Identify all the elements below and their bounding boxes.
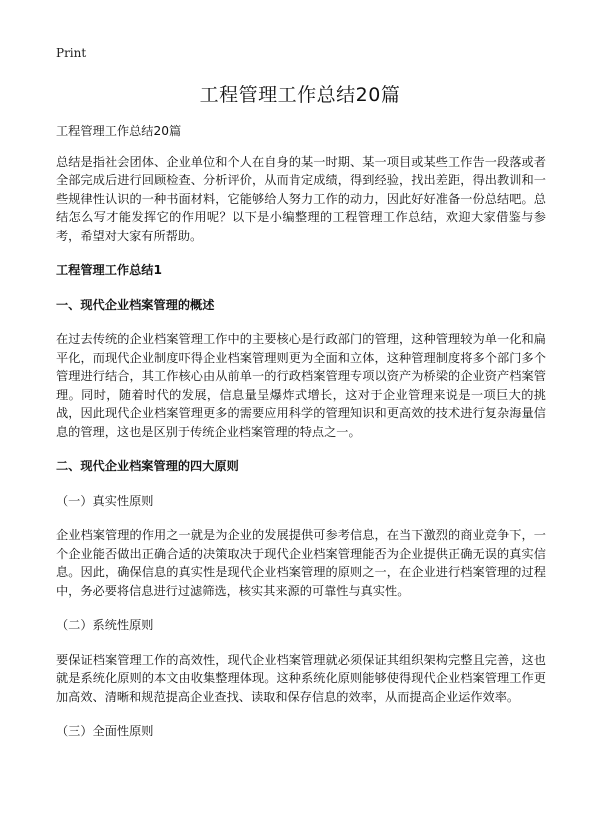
- intro-paragraph: 总结是指社会团体、企业单位和个人在自身的某一时期、某一项目或某些工作告一段落或者全部完成后进行回顾检查、分析评价，从而肯定成绩，得到经验，找出差距，得出教训和一些规律性认识的一种书面材料，它能够给人努力工作的动力，因此好好准备一份总结吧。总结怎么写才能发挥它的作用呢？以下是小编整理的工程管理工作总结，欢迎大家借鉴与参考，希望对大家有所帮助。: [56, 154, 546, 243]
- section-title: 工程管理工作总结1: [56, 263, 162, 277]
- heading-overview: 一、现代企业档案管理的概述: [56, 297, 215, 312]
- print-link[interactable]: Print: [56, 46, 87, 60]
- subheading-comprehensive: （三）全面性原则: [56, 724, 154, 738]
- subheading-systematic: （二）系统性原则: [56, 618, 154, 632]
- paragraph-authenticity: 企业档案管理的作用之一就是为企业的发展提供可参考信息，在当下激烈的商业竞争下，一个企业能否做出正确合适的决策取决于现代企业档案管理能否为企业提供正确无误的真实信息。因此，确保信息的真实性是现代企业档案管理的原则之一，在企业进行档案管理的过程中，务必要将信息进行过滤筛选，核实其来源的可靠性与真实性。: [56, 528, 546, 598]
- paragraph-overview: 在过去传统的企业档案管理工作中的主要核心是行政部门的管理，这种管理较为单一化和扁平化，而现代企业制度吓得企业档案管理则更为全面和立体，这种管理制度将多个部门多个管理进行结合，其工作核心由从前单一的行政档案管理专项以资产为桥梁的企业资产档案管理。同时，随着时代的发展，信息量呈爆炸式增长，这对于企业管理来说是一项巨大的挑战，因此现代企业档案管理更多的需要应用科学的管理知识和更高效的技术进行复杂海量信息的管理，这也是区别于传统企业档案管理的特点之一。: [56, 332, 546, 439]
- paragraph-systematic: 要保证档案管理工作的高效性，现代企业档案管理就必须保证其组织架构完整且完善，这也就是系统化原则的本文由收集整理体现。这种系统化原则能够使得现代企业档案管理工作更加高效、清晰和规范提高企业查找、读取和保存信息的效率，从而提高企业运作效率。: [56, 652, 546, 704]
- document-subtitle: 工程管理工作总结20篇: [56, 124, 182, 138]
- document-body: [56, 122, 546, 757]
- subheading-authenticity: （一）真实性原则: [56, 493, 154, 508]
- heading-principles: 二、现代企业档案管理的四大原则: [56, 459, 239, 473]
- page-title: 工程管理工作总结20篇: [199, 84, 401, 106]
